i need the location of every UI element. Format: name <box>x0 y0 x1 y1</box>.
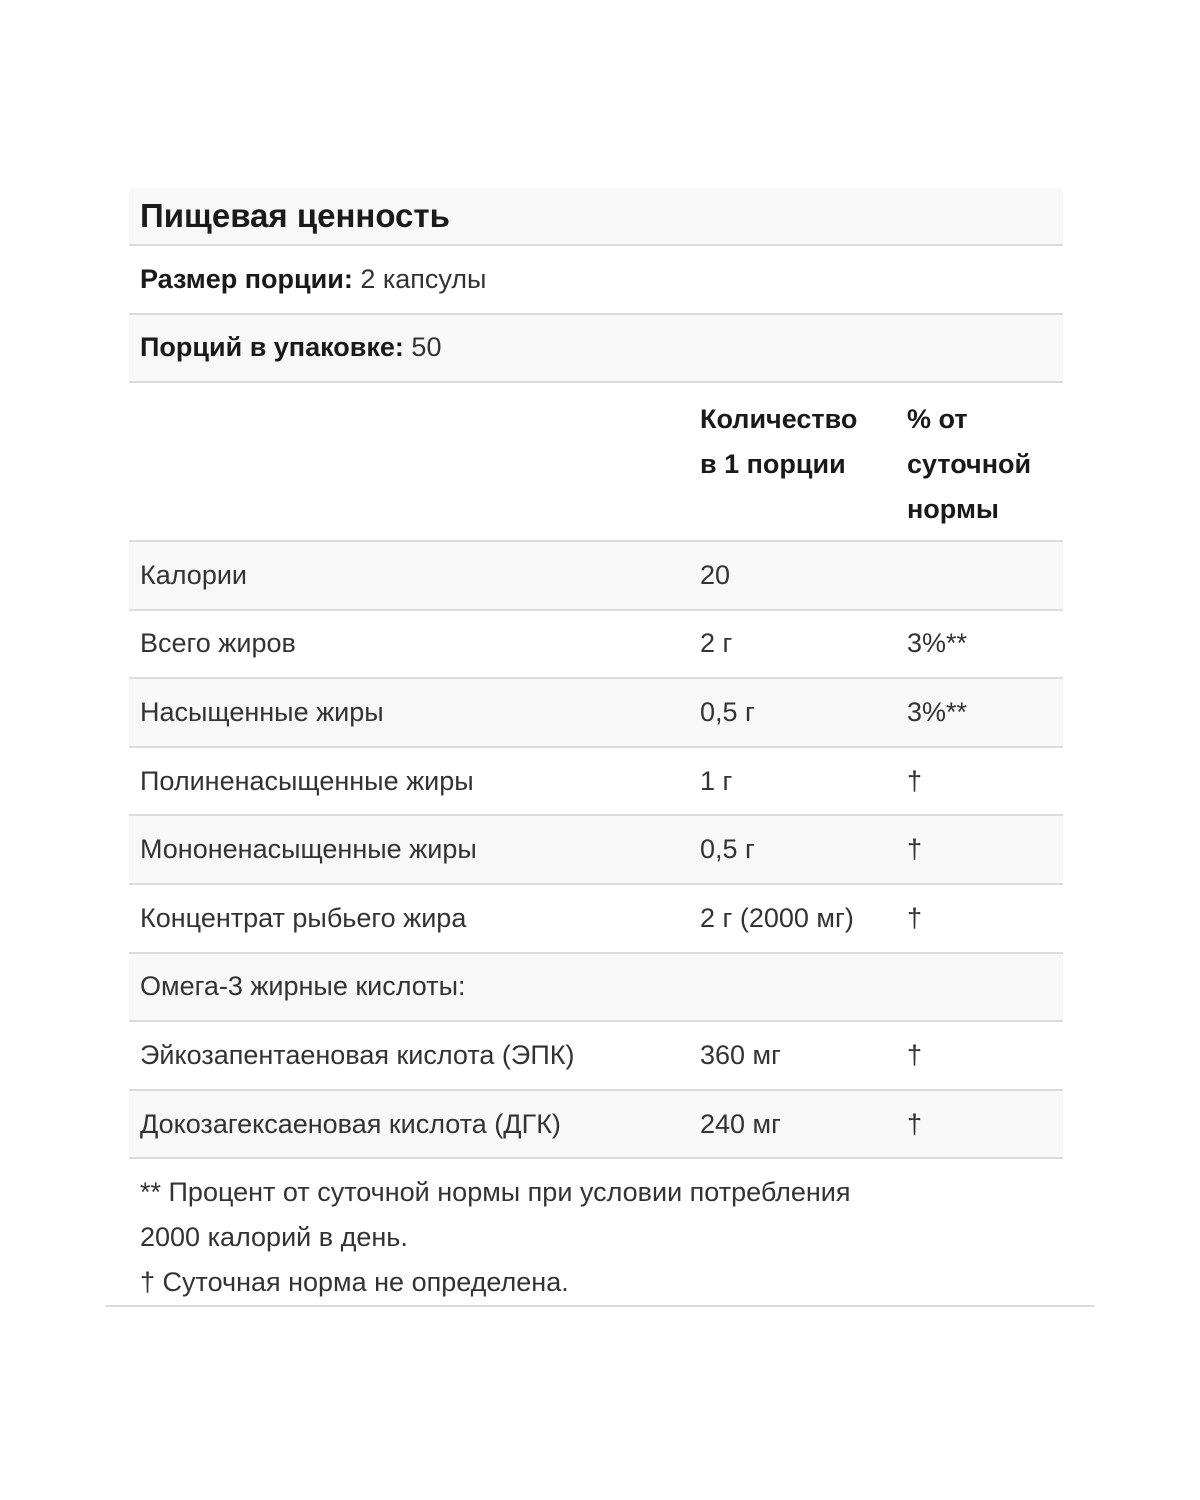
footnote-daily-value-basis: ** Процент от суточной нормы при условии потребления <box>140 1177 851 1207</box>
column-header-dv-line3: нормы <box>907 494 999 524</box>
servings-per-container-value: 50 <box>411 332 442 363</box>
nutrient-daily-value: † <box>907 1039 923 1070</box>
table-row <box>129 885 1063 954</box>
table-row <box>129 1022 1063 1091</box>
nutrient-name: Всего жиров <box>140 628 296 659</box>
bottom-divider <box>105 1305 1095 1307</box>
nutrient-daily-value: 3%** <box>907 696 968 727</box>
footnote-daily-value-basis-cont: 2000 калорий в день. <box>140 1222 408 1252</box>
column-header-daily-value <box>897 397 1063 532</box>
servings-per-container-row <box>129 315 1063 384</box>
column-header-amount-line1: Количество <box>700 404 858 434</box>
table-row <box>129 954 1063 1023</box>
table-row <box>129 1091 1063 1160</box>
nutrition-facts-panel <box>129 188 1063 1159</box>
nutrient-amount: 20 <box>700 559 731 590</box>
column-header-dv-line2: суточной <box>907 449 1032 479</box>
nutrient-name: Докозагексаеновая кислота (ДГК) <box>140 1108 561 1139</box>
footnotes <box>140 1170 940 1305</box>
nutrient-amount: 0,5 г <box>700 834 755 865</box>
column-header-row <box>129 383 1063 542</box>
nutrient-amount: 2 г (2000 мг) <box>700 902 854 933</box>
serving-size-value: 2 капсулы <box>360 263 487 294</box>
nutrient-name: Калории <box>140 559 247 590</box>
table-row <box>129 816 1063 885</box>
table-row <box>129 679 1063 748</box>
nutrient-amount: 2 г <box>700 628 733 659</box>
nutrient-name: Эйкозапентаеновая кислота (ЭПК) <box>140 1039 575 1070</box>
nutrient-daily-value: † <box>907 834 923 865</box>
column-header-amount <box>689 397 897 487</box>
column-header-amount-line2: в 1 порции <box>700 449 846 479</box>
nutrient-name: Концентрат рыбьего жира <box>140 902 467 933</box>
nutrient-name: Насыщенные жиры <box>140 696 384 727</box>
nutrient-name: Омега-3 жирные кислоты: <box>140 971 466 1002</box>
table-row <box>129 611 1063 680</box>
nutrient-amount: 240 мг <box>700 1108 781 1139</box>
table-row <box>129 748 1063 817</box>
serving-size-label: Размер порции: <box>140 263 353 294</box>
column-header-dv-line1: % от <box>907 404 968 434</box>
servings-per-container-label: Порций в упаковке: <box>140 332 404 363</box>
nutrient-daily-value: † <box>907 1108 923 1139</box>
nutrient-daily-value: 3%** <box>907 628 968 659</box>
table-row <box>129 542 1063 611</box>
nutrient-daily-value: † <box>907 765 923 796</box>
nutrient-amount: 1 г <box>700 765 733 796</box>
nutrient-daily-value: † <box>907 902 923 933</box>
nutrient-amount: 360 мг <box>700 1039 781 1070</box>
footnote-not-established: † Суточная норма не определена. <box>140 1267 569 1297</box>
nutrition-title: Пищевая ценность <box>129 188 1063 246</box>
nutrient-amount: 0,5 г <box>700 696 755 727</box>
serving-size-row <box>129 246 1063 315</box>
nutrient-name: Мононенасыщенные жиры <box>140 834 477 865</box>
nutrient-name: Полиненасыщенные жиры <box>140 765 474 796</box>
